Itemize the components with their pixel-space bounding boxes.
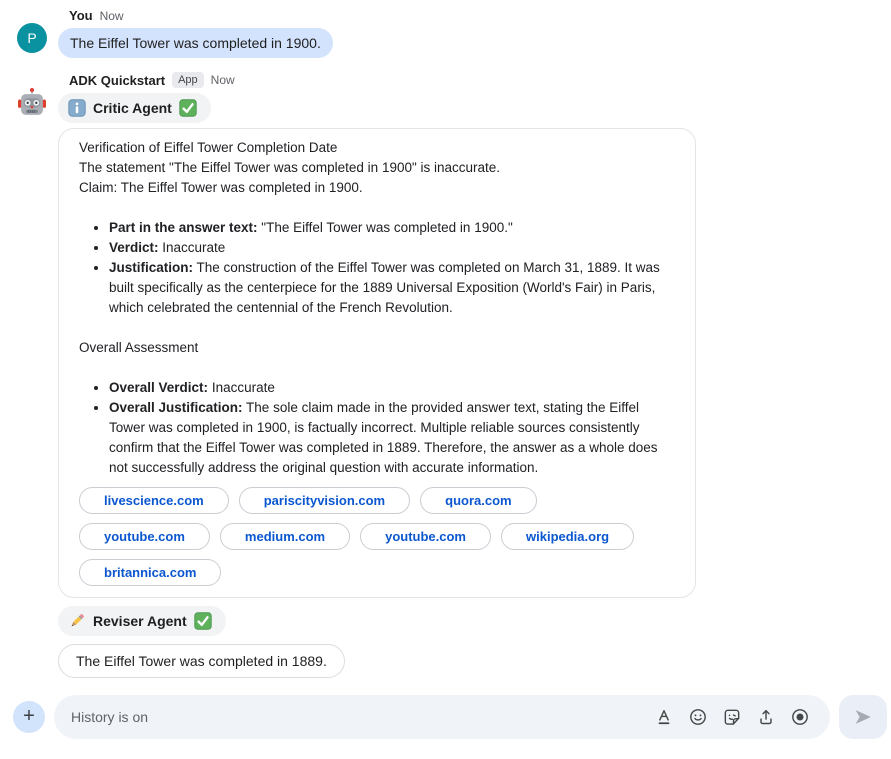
card-statement: The statement "The Eiffel Tower was completed in 1900" is inaccurate. bbox=[79, 160, 501, 175]
overall-bullet-list bbox=[79, 378, 675, 478]
check-mark-icon bbox=[194, 612, 212, 630]
app-sender-name: ADK Quickstart bbox=[69, 72, 166, 88]
source-chip[interactable]: britannica.com bbox=[79, 559, 221, 586]
emoji-icon[interactable] bbox=[688, 707, 708, 727]
bullet-text: The construction of the Eiffel Tower was completed on March 31, 1889. It was built specifically as the centerpiece for the 1889 Universal Exposition (World's Fair) in Paris, which celebrated the centennial of the French Revolution. bbox=[109, 260, 660, 315]
claim-bullet-list bbox=[79, 218, 675, 318]
message-meta bbox=[58, 6, 891, 28]
avatar-column bbox=[17, 70, 47, 678]
message-composer bbox=[0, 695, 891, 739]
bullet-text: Inaccurate bbox=[158, 240, 226, 255]
bullet-text: Inaccurate bbox=[208, 380, 275, 395]
sticker-icon[interactable] bbox=[722, 707, 742, 727]
timestamp: Now bbox=[210, 73, 235, 87]
add-button[interactable]: + bbox=[13, 701, 45, 733]
send-icon bbox=[852, 706, 874, 728]
message-meta bbox=[58, 70, 891, 93]
record-icon[interactable] bbox=[790, 707, 810, 727]
bullet-label: Overall Verdict: bbox=[109, 380, 209, 395]
user-message-group bbox=[0, 6, 891, 58]
reviser-agent-header bbox=[58, 606, 226, 636]
source-chip[interactable]: livescience.com bbox=[79, 487, 229, 514]
source-chip-row bbox=[79, 523, 675, 550]
source-chip[interactable]: medium.com bbox=[220, 523, 350, 550]
bullet-text: The sole claim made in the provided answer text, stating the Eiffel Tower was completed in 1900, is factually incorrect. Multiple reliable sources consistently confirm that the Eiffel Tower was completed in 1889. Therefore, the answer as a whole does not successfully address the original question with accurate information. bbox=[109, 400, 658, 475]
bullet-label: Verdict: bbox=[109, 240, 159, 255]
app-message-group bbox=[0, 70, 891, 678]
send-button[interactable] bbox=[839, 695, 887, 739]
source-chip[interactable]: wikipedia.org bbox=[501, 523, 634, 550]
source-chip[interactable]: youtube.com bbox=[360, 523, 491, 550]
app-badge: App bbox=[172, 72, 204, 88]
bullet-label: Overall Justification: bbox=[109, 400, 243, 415]
check-mark-icon bbox=[179, 99, 197, 117]
verification-card bbox=[58, 128, 696, 598]
source-chip-row bbox=[79, 559, 675, 586]
message-input-placeholder: History is on bbox=[71, 709, 149, 725]
list-item bbox=[109, 398, 675, 478]
user-message-bubble: The Eiffel Tower was completed in 1900. bbox=[58, 28, 333, 58]
bullet-label: Justification: bbox=[109, 260, 194, 275]
pencil-icon bbox=[68, 612, 86, 630]
list-item bbox=[109, 238, 675, 258]
list-item bbox=[109, 378, 675, 398]
list-item bbox=[109, 218, 675, 238]
information-icon bbox=[68, 99, 86, 117]
format-text-icon[interactable] bbox=[654, 707, 674, 727]
avatar-column bbox=[17, 6, 47, 58]
source-chip[interactable]: quora.com bbox=[420, 487, 536, 514]
sender-name: You bbox=[69, 8, 93, 23]
source-chip[interactable]: youtube.com bbox=[79, 523, 210, 550]
card-title: Verification of Eiffel Tower Completion Date bbox=[79, 140, 338, 155]
source-chip[interactable]: pariscityvision.com bbox=[239, 487, 410, 514]
bullet-label: Part in the answer text: bbox=[109, 220, 258, 235]
composer-icons bbox=[654, 707, 810, 727]
bullet-text: "The Eiffel Tower was completed in 1900." bbox=[257, 220, 513, 235]
reviser-agent-title: Reviser Agent bbox=[93, 613, 187, 629]
message-input[interactable] bbox=[54, 695, 830, 739]
critic-agent-header bbox=[58, 93, 211, 123]
card-claim: Claim: The Eiffel Tower was completed in 1900. bbox=[79, 180, 363, 195]
timestamp: Now bbox=[99, 8, 124, 23]
reviser-message-bubble: The Eiffel Tower was completed in 1889. bbox=[58, 644, 345, 678]
critic-agent-title: Critic Agent bbox=[93, 100, 172, 116]
list-item bbox=[109, 258, 675, 318]
source-chip-row bbox=[79, 487, 675, 514]
card-section-title: Overall Assessment bbox=[79, 340, 199, 355]
user-avatar[interactable]: P bbox=[17, 23, 47, 53]
robot-avatar[interactable] bbox=[17, 87, 47, 117]
upload-icon[interactable] bbox=[756, 707, 776, 727]
